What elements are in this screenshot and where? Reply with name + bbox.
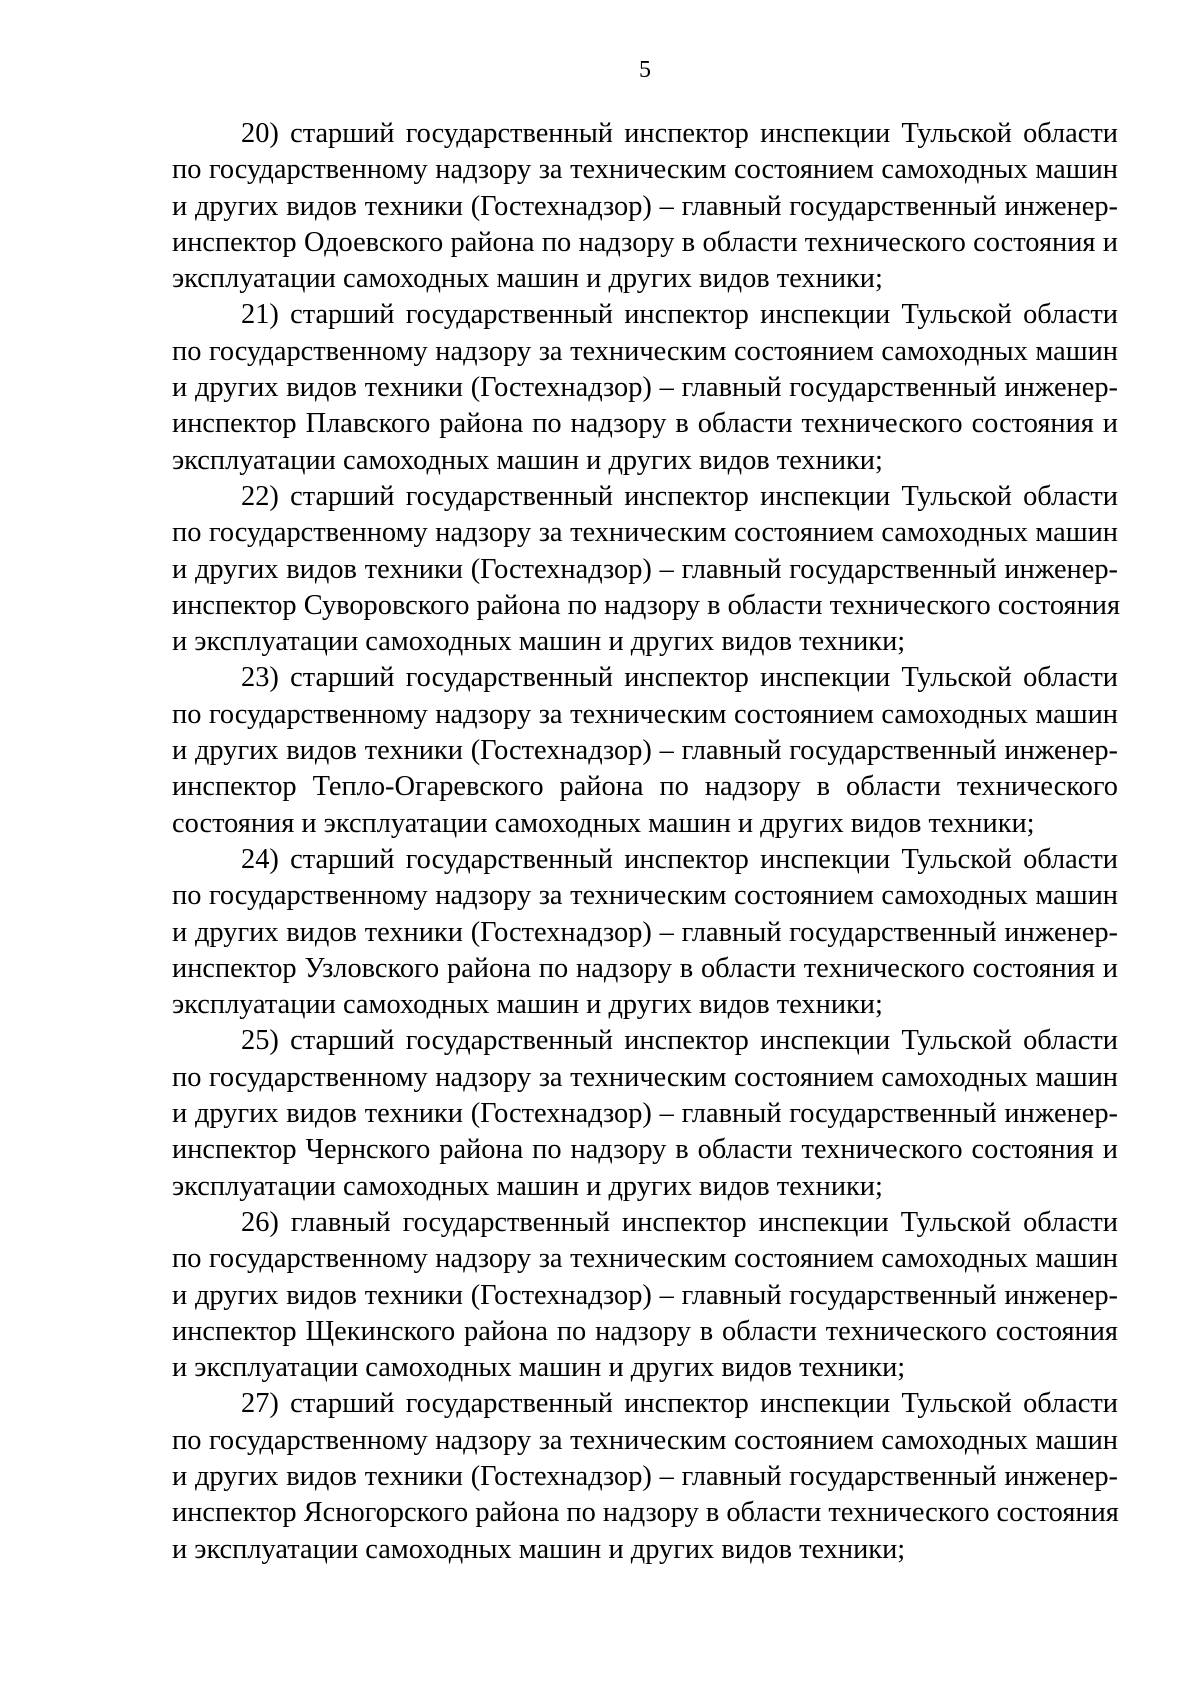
text-line: по государственному надзору за техническим состоянием самоходных машин	[172, 1424, 1118, 1456]
text-line: 25) старший государственный инспектор инспекции Тульской области	[241, 1025, 1118, 1057]
list-item	[172, 479, 1121, 660]
text-line: по государственному надзору за техническим состоянием самоходных машин	[172, 335, 1118, 367]
text-line: состояния и эксплуатации самоходных машин и других видов техники;	[172, 807, 1035, 839]
text-line: и других видов техники (Гостехнадзор) – главный государственный инженер-	[172, 916, 1118, 948]
list-item	[172, 297, 1118, 478]
text-line: инспектор Чернского района по надзору в области технического состояния и	[172, 1134, 1118, 1166]
list-item	[172, 842, 1118, 1023]
text-line: эксплуатации самоходных машин и других видов техники;	[172, 263, 883, 295]
page-number: 5	[639, 57, 651, 83]
text-line: 24) старший государственный инспектор инспекции Тульской области	[241, 843, 1118, 875]
text-line: инспектор Ясногорского района по надзору в области технического состояния	[172, 1497, 1119, 1529]
text-line: эксплуатации самоходных машин и других видов техники;	[172, 444, 883, 476]
text-line: и других видов техники (Гостехнадзор) – главный государственный инженер-	[172, 1460, 1118, 1492]
text-line: инспектор Щекинского района по надзору в области технического состояния	[172, 1315, 1118, 1347]
text-line: и других видов техники (Гостехнадзор) – главный государственный инженер-	[172, 372, 1118, 404]
text-line: и других видов техники (Гостехнадзор) – главный государственный инженер-	[172, 553, 1118, 585]
text-line: и эксплуатации самоходных машин и других видов техники;	[172, 1352, 906, 1384]
text-line: инспектор Тепло-Огаревского района по надзору в области технического	[172, 771, 1118, 803]
text-line: по государственному надзору за техническим состоянием самоходных машин	[172, 698, 1118, 730]
text-line: и эксплуатации самоходных машин и других видов техники;	[172, 626, 906, 658]
text-line: эксплуатации самоходных машин и других видов техники;	[172, 1170, 883, 1202]
text-line: 27) старший государственный инспектор инспекции Тульской области	[241, 1388, 1118, 1420]
document-body	[172, 116, 1121, 1568]
text-line: инспектор Плавского района по надзору в области технического состояния и	[172, 408, 1118, 440]
text-line: по государственному надзору за техническим состоянием самоходных машин	[172, 517, 1118, 549]
text-line: эксплуатации самоходных машин и других видов техники;	[172, 989, 883, 1021]
text-line: по государственному надзору за техническим состоянием самоходных машин	[172, 154, 1118, 186]
text-line: 26) главный государственный инспектор инспекции Тульской области	[241, 1206, 1118, 1238]
list-item	[172, 1205, 1118, 1386]
text-line: и других видов техники (Гостехнадзор) – главный государственный инженер-	[172, 735, 1118, 767]
text-line: и других видов техники (Гостехнадзор) – главный государственный инженер-	[172, 190, 1118, 222]
text-line: по государственному надзору за техническим состоянием самоходных машин	[172, 880, 1118, 912]
text-line: и других видов техники (Гостехнадзор) – главный государственный инженер-	[172, 1098, 1118, 1130]
text-line: инспектор Суворовского района по надзору в области технического состояния	[172, 589, 1121, 621]
text-line: по государственному надзору за техническим состоянием самоходных машин	[172, 1061, 1118, 1093]
list-item	[172, 1386, 1118, 1567]
text-line: по государственному надзору за техническим состоянием самоходных машин	[172, 1243, 1118, 1275]
text-line: 22) старший государственный инспектор инспекции Тульской области	[241, 480, 1118, 512]
text-line: и других видов техники (Гостехнадзор) – главный государственный инженер-	[172, 1279, 1118, 1311]
list-item	[172, 1023, 1118, 1204]
text-line: инспектор Узловского района по надзору в области технического состояния и	[172, 952, 1118, 984]
text-line: и эксплуатации самоходных машин и других видов техники;	[172, 1533, 906, 1565]
text-line: 21) старший государственный инспектор инспекции Тульской области	[241, 299, 1118, 331]
text-line: 20) старший государственный инспектор инспекции Тульской области	[241, 118, 1118, 149]
list-item	[172, 660, 1118, 841]
list-item	[172, 116, 1118, 297]
text-line: 23) старший государственный инспектор инспекции Тульской области	[241, 662, 1118, 694]
text-line: инспектор Одоевского района по надзору в области технического состояния и	[172, 226, 1118, 258]
